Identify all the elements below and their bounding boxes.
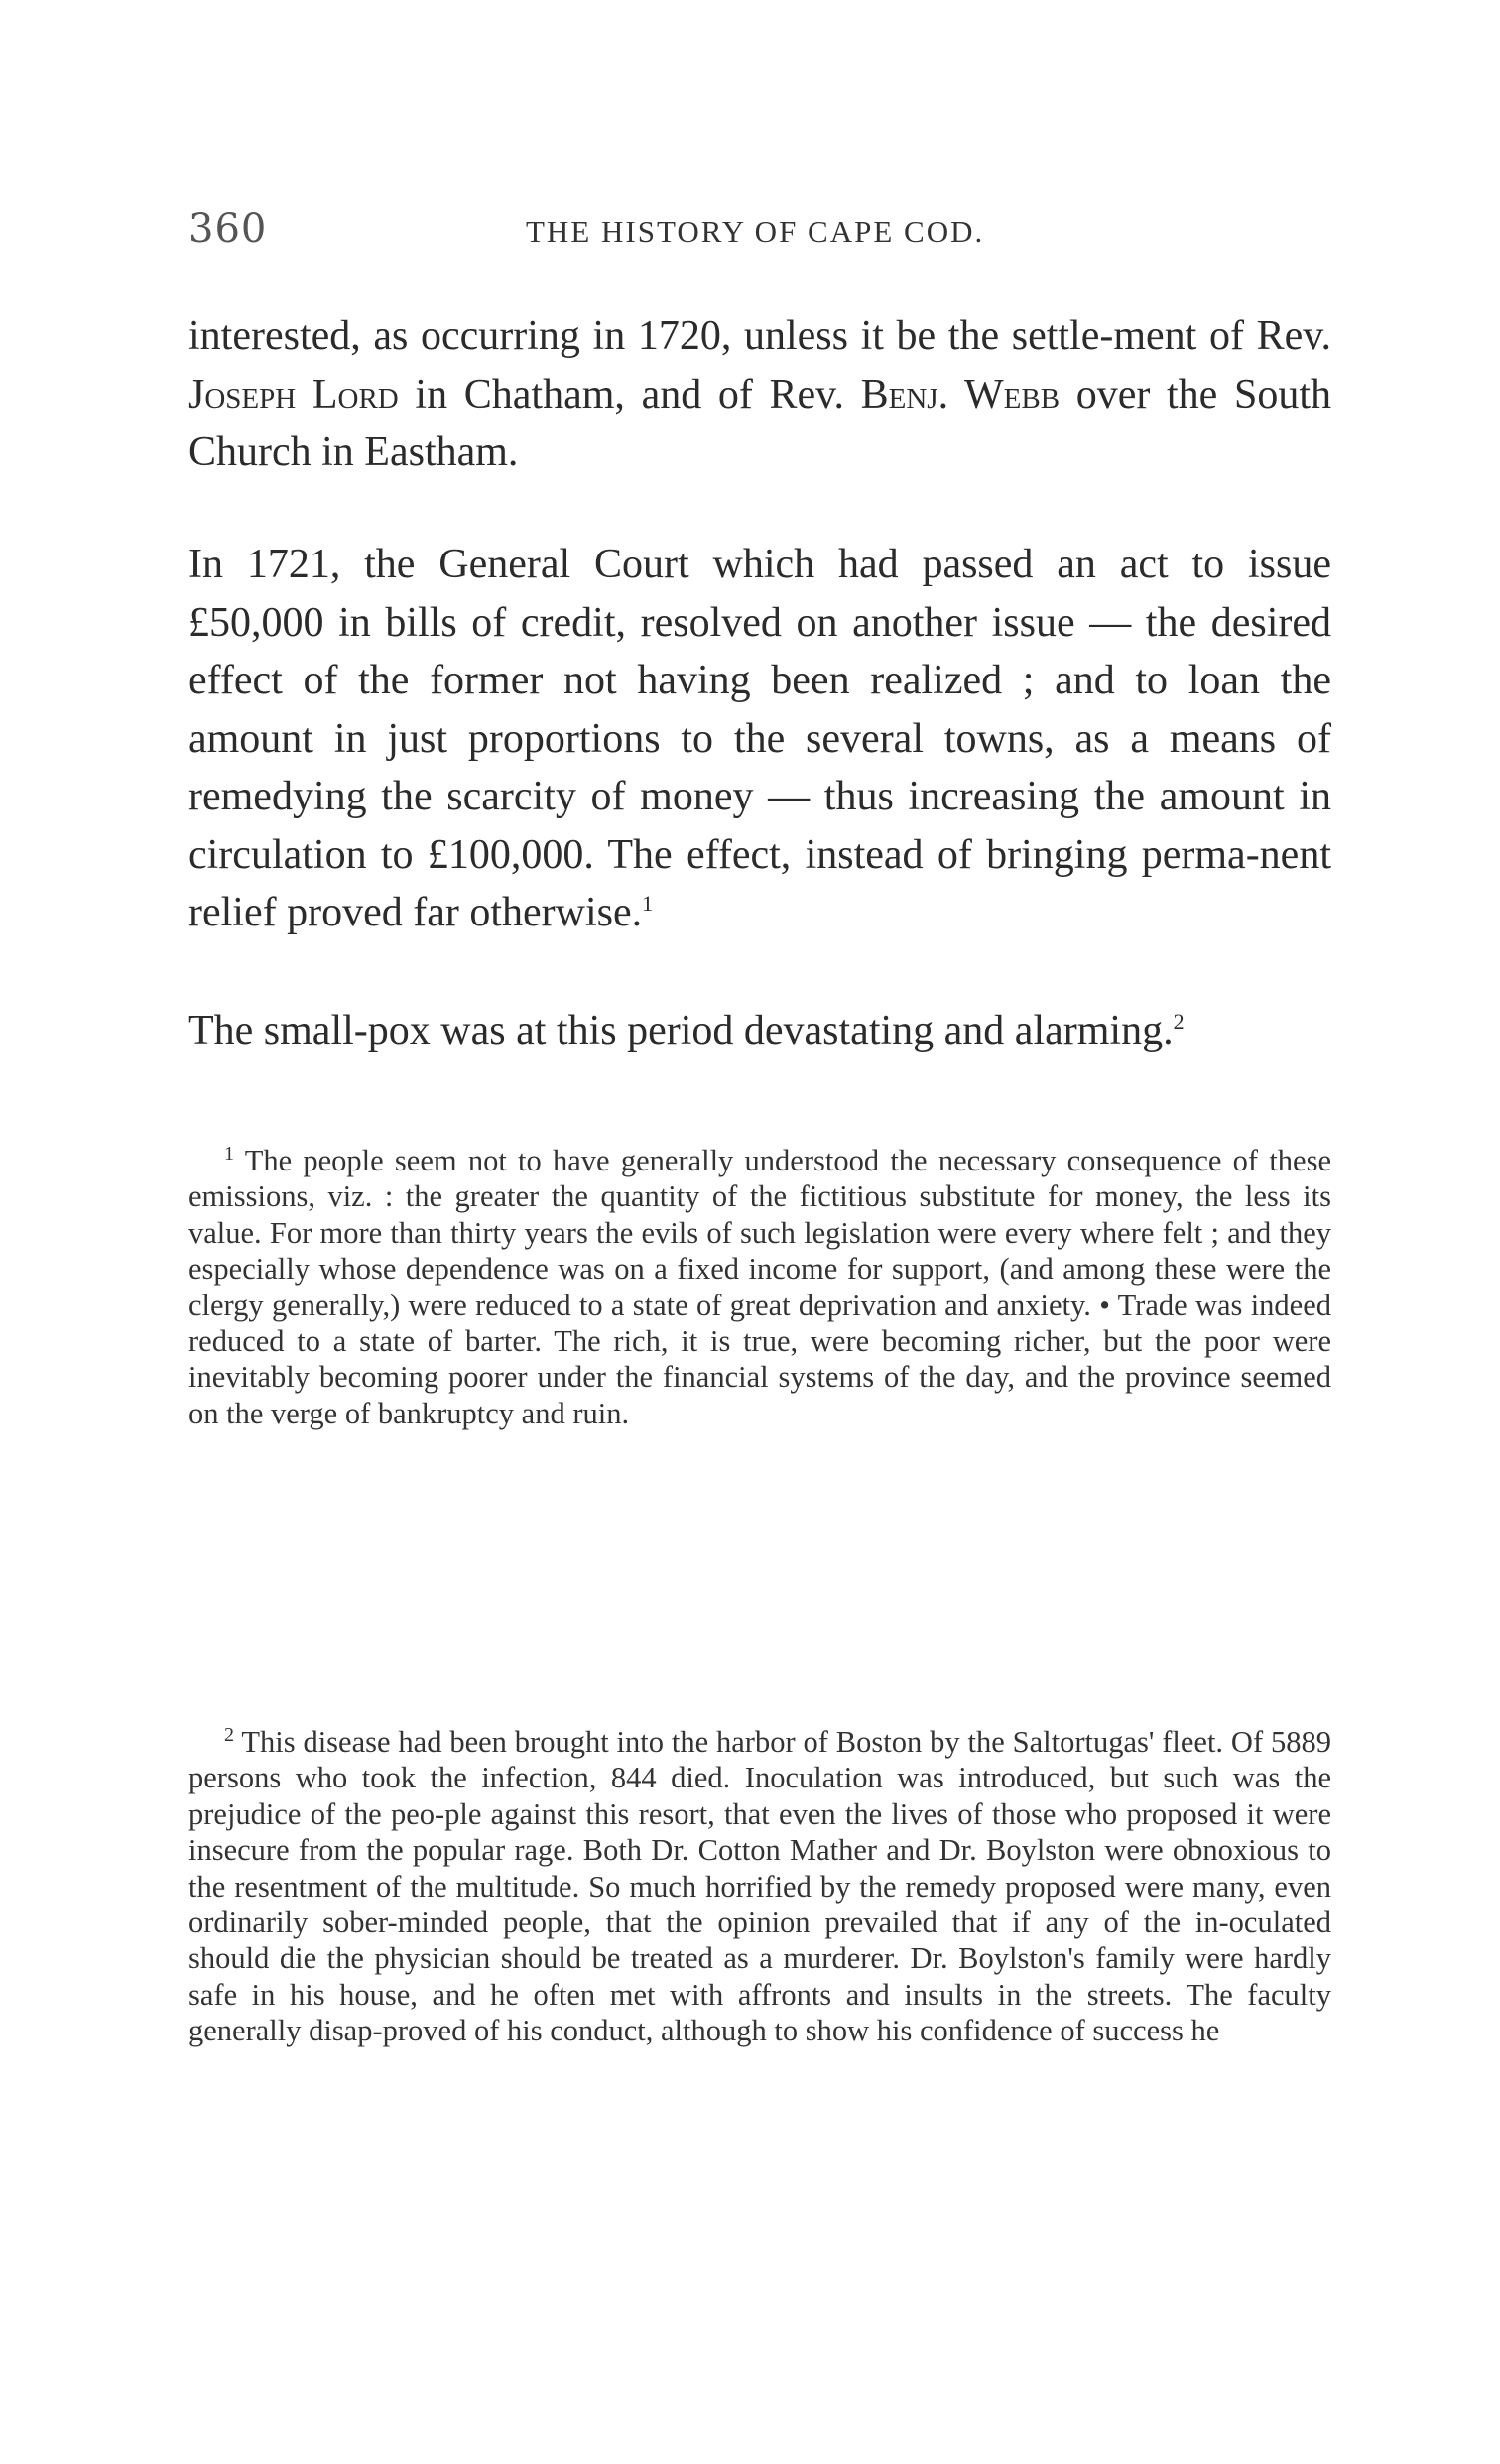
footnote-ref-1: 1	[642, 891, 654, 916]
footnote-1-marker: 1	[224, 1142, 234, 1165]
running-title: THE HISTORY OF CAPE COD.	[526, 214, 985, 249]
footnote-1	[188, 1143, 1331, 1431]
footnote-2	[188, 1724, 1331, 2049]
paragraph-1-text-a: interested, as occurring in 1720, unless it be the settle-ment of Rev.	[188, 313, 1331, 359]
paragraph-3-text: The small-pox was at this period devastating and alarming.	[188, 1008, 1174, 1053]
paragraph-3	[188, 1002, 1331, 1060]
name-benj-webb: Benj. Webb	[860, 371, 1061, 418]
paragraph-2	[188, 536, 1331, 942]
paragraph-1-text-c: over the South Church in Eastham.	[188, 371, 1331, 475]
running-head	[188, 206, 1329, 258]
footnote-1-text: The people seem not to have generally understood the necessary consequence of these emissions, viz. : the greater the quantity of the fictitious substitute for money, the less its value. For more than thirty years the evils of such legislation were every where felt ; and they especially whose dependence was on a fixed income for support, (and among these were the clergy generally,) were reduced to a state of great deprivation and anxiety. • Trade was indeed reduced to a state of barter. The rich, it is true, were becoming richer, but the poor were inevitably becoming poorer under the financial systems of the day, and the province seemed on the verge of bankruptcy and ruin.	[188, 1144, 1331, 1430]
page-number: 360	[188, 206, 268, 252]
footnote-ref-2: 2	[1173, 1009, 1185, 1034]
name-joseph-lord: Joseph Lord	[188, 371, 399, 418]
footnote-2-marker: 2	[224, 1723, 234, 1746]
footnote-2-text: This disease had been brought into the harbor of Boston by the Saltortugas' fleet. Of 5889 persons who took the infection, 844 died. Inoculation was introduced, but such was the prejudice of the peo-ple against this resort, that even the lives of those who proposed it were insecure from the popular rage. Both Dr. Cotton Mather and Dr. Boylston were obnoxious to the resentment of the multitude. So much horrified by the remedy proposed were many, even ordinarily sober-minded people, that the opinion prevailed that if any of the in-oculated should die the physician should be treated as a murderer. Dr. Boylston's family were hardly safe in his house, and he often met with affronts and insults in the streets. The faculty generally disap-proved of his conduct, although to show his confidence of success he	[188, 1725, 1331, 2048]
paragraph-1	[188, 308, 1331, 482]
paragraph-1-text-b: in Chatham, and of Rev.	[398, 371, 861, 418]
paragraph-2-text: In 1721, the General Court which had passed an act to issue £50,000 in bills of credit, resolved on another issue — the desired effect of the former not having been realized ; and to loan the amount in just proportions to the several towns, as a means of remedying the scarcity of money — thus increasing the amount in circulation to £100,000. The effect, instead of bringing perma-nent relief proved far otherwise.	[188, 542, 1331, 935]
